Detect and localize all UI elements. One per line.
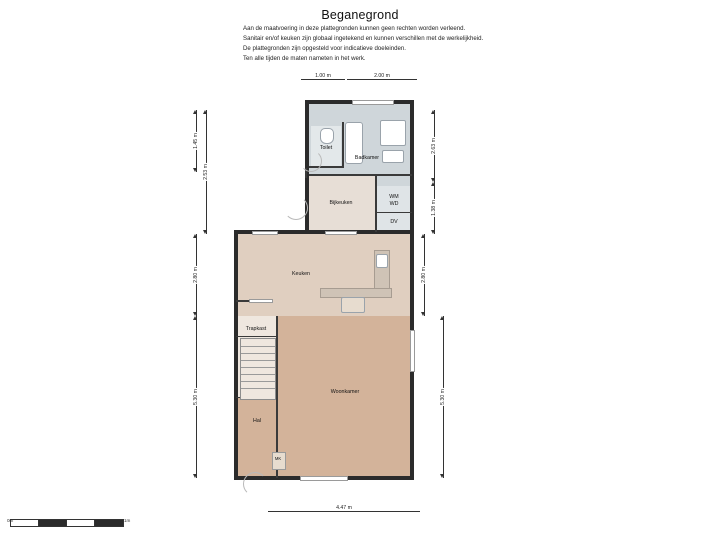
window-front-living xyxy=(300,476,348,481)
disclaimer-line-2: Sanitair en/of keuken zijn globaal ingetekend en kunnen verschillen met de werkelijkheid. xyxy=(243,34,484,42)
scale-seg-4 xyxy=(94,519,124,527)
window-rear-bathroom xyxy=(352,100,394,105)
scale-seg-1 xyxy=(10,519,40,527)
dimension-label: 2.00 m xyxy=(347,73,417,79)
room-label-trapkast: Trapkast xyxy=(245,326,267,332)
room-label-woonkamer: Woonkamer xyxy=(330,389,360,395)
dimension-label: 1.45 m xyxy=(193,133,199,149)
dimension-label: 2.80 m xyxy=(421,267,427,283)
wall-bathroom-bottom xyxy=(309,174,412,176)
dimension-label: 2.63 m xyxy=(431,138,437,154)
door-leaf-utility-stair xyxy=(252,231,278,235)
dimension-label: 5.30 m xyxy=(193,389,199,405)
wall-mid-right-horizontal xyxy=(305,230,414,234)
disclaimer-line-4: Ten alle tijden de maten nameten in het werk. xyxy=(243,54,366,62)
room-label-bijkeuken: Bijkeuken xyxy=(329,200,353,206)
disclaimer-line-3: De plattegronden zijn opgesteld voor indicatieve doeleinden. xyxy=(243,44,406,52)
wall-kitchen-hall-jamb xyxy=(236,300,250,302)
door-leaf-bathroom xyxy=(325,231,357,235)
room-label-badkamer: Badkamer xyxy=(354,155,380,161)
room-label-keuken: Keuken xyxy=(292,271,310,277)
kitchen-sink xyxy=(376,254,388,268)
dimension-label: 2.53 m xyxy=(203,164,209,180)
staircase xyxy=(240,338,276,400)
room-label-dv: DV xyxy=(390,219,398,225)
dining-table xyxy=(341,297,365,313)
room-label-toilet: Toilet xyxy=(319,145,333,151)
dimension-label: 4.47 m xyxy=(268,505,420,511)
page-title: Beganegrond xyxy=(321,8,399,22)
shower-fixture xyxy=(380,120,406,146)
scale-label-start: 0m xyxy=(7,518,14,523)
scale-seg-3 xyxy=(66,519,96,527)
scale-bar xyxy=(7,518,150,528)
dimension-label: 1.38 m xyxy=(431,200,437,216)
toilet-fixture xyxy=(320,128,334,144)
scale-seg-2 xyxy=(38,519,68,527)
door-leaf-kitchen xyxy=(249,299,273,303)
room-label-wd: WD xyxy=(389,201,399,207)
meter-cabinet xyxy=(272,452,286,470)
disclaimer-line-1: Aan de maatvoering in deze plattegronden kunnen geen rechten worden verleend. xyxy=(243,25,466,32)
door-swing-toilet xyxy=(300,150,322,172)
dimension-label: 1.00 m xyxy=(301,73,345,79)
door-swing-front xyxy=(243,472,267,496)
room-fill-livingroom xyxy=(278,316,412,478)
dimension-label: 5.30 m xyxy=(440,389,446,405)
door-swing-utility xyxy=(284,196,308,220)
wall-wm-wd-divider xyxy=(377,212,412,213)
scale-label-end: 1m xyxy=(124,518,131,523)
room-label-wm: WM xyxy=(389,194,399,200)
wall-left-outer-lower xyxy=(234,232,238,480)
room-label-hal: Hal xyxy=(253,418,261,424)
room-label-mk: MK xyxy=(274,456,282,461)
wall-trapkast-bottom xyxy=(236,336,276,337)
dimension-label: 2.80 m xyxy=(193,267,199,283)
window-side-living xyxy=(410,330,415,372)
